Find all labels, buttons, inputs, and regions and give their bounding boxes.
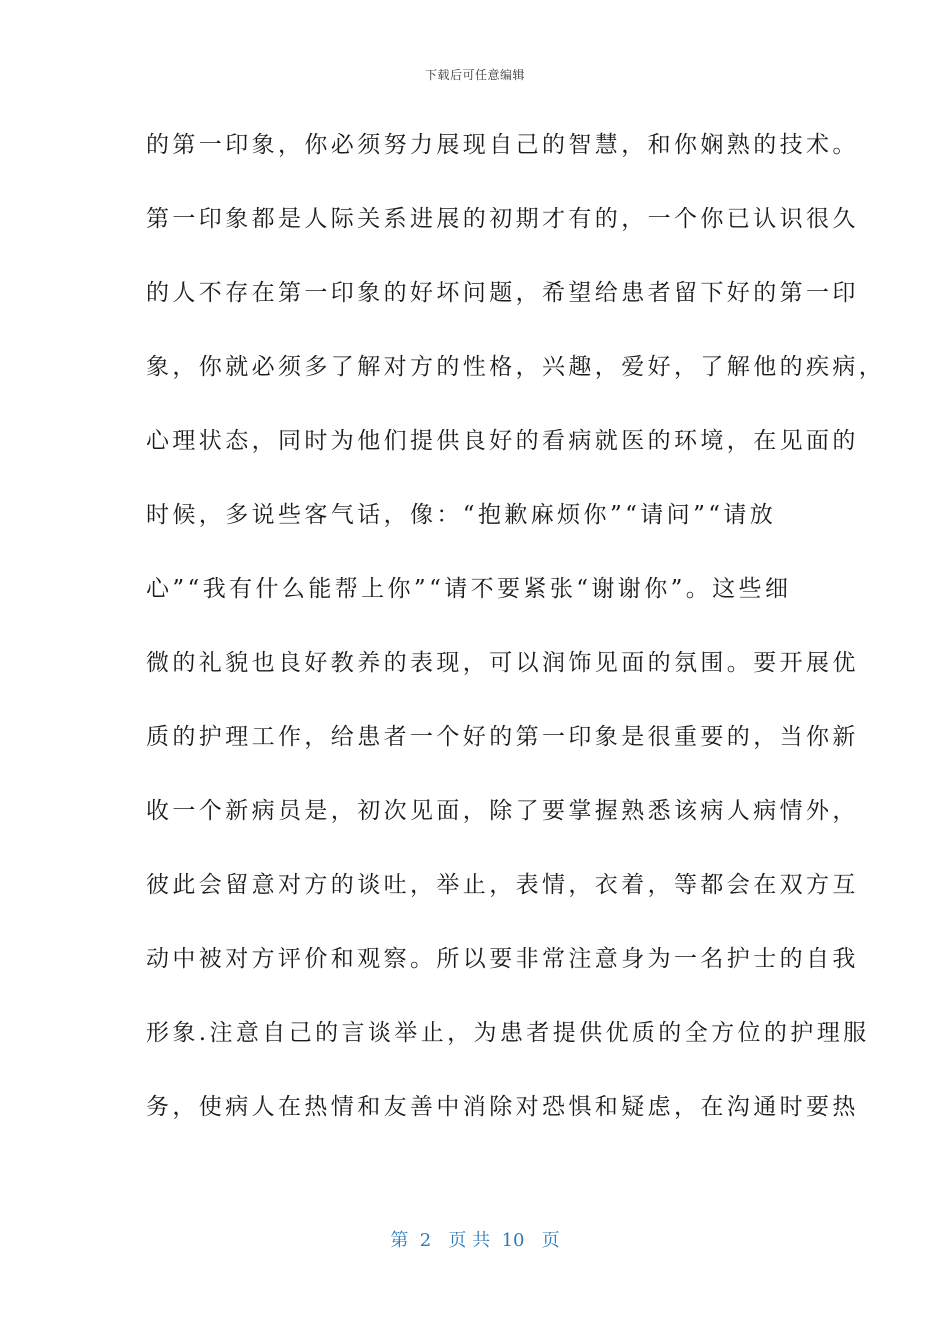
- body-line: 形象.注意自己的言谈举止，为患者提供优质的全方位的护理服: [146, 1020, 870, 1046]
- body-line: 质的护理工作，给患者一个好的第一印象是很重要的，当你新: [146, 724, 859, 750]
- body-line: 第一印象都是人际关系进展的初期才有的，一个你已认识很久: [146, 206, 859, 232]
- body-line: 收一个新病员是，初次见面，除了要掌握熟悉该病人病情外，: [146, 798, 859, 824]
- body-line: 时候，多说些客气话，像：“抱歉麻烦你”“请问”“请放: [146, 502, 777, 528]
- body-line: 务，使病人在热情和友善中消除对恐惧和疑虑，在沟通时要热: [146, 1094, 859, 1120]
- body-line: 的第一印象，你必须努力展现自己的智慧，和你娴熟的技术。: [146, 132, 859, 158]
- document-body: [146, 118, 886, 1154]
- body-line: 动中被对方评价和观察。所以要非常注意身为一名护士的自我: [146, 946, 859, 972]
- page-header-note: 下载后可任意编辑: [424, 68, 525, 82]
- page-number-footer: 第 2 页 共 10 页: [390, 1230, 560, 1251]
- body-line: 心理状态，同时为他们提供良好的看病就医的环境，在见面的: [146, 428, 859, 454]
- body-line: 象，你就必须多了解对方的性格，兴趣，爱好，了解他的疾病，: [146, 354, 886, 380]
- body-line: 彼此会留意对方的谈吐，举止，表情，衣着，等都会在双方互: [146, 872, 859, 898]
- body-line: 心”“我有什么能帮上你”“请不要紧张“谢谢你”。这些细: [146, 576, 792, 602]
- body-line: 微的礼貌也良好教养的表现，可以润饰见面的氛围。要开展优: [146, 650, 859, 676]
- body-line: 的人不存在第一印象的好坏问题，希望给患者留下好的第一印: [146, 280, 859, 306]
